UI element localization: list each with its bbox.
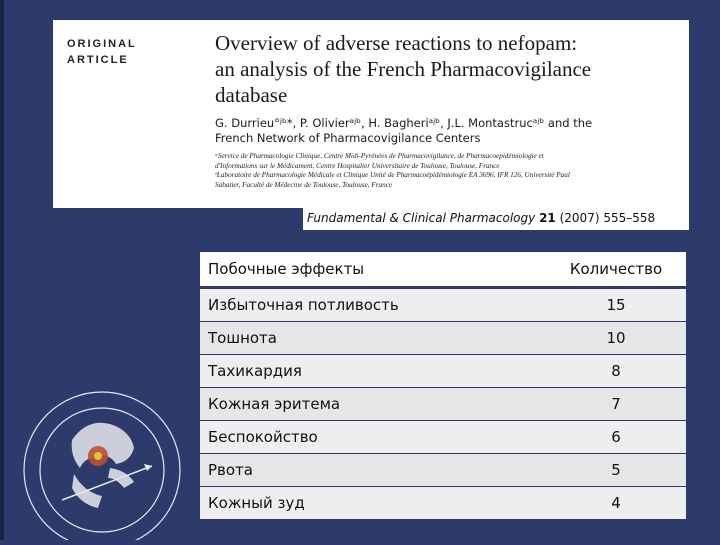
journal-volume: 21 [539,211,556,225]
table-header-row [200,252,686,288]
table-row [200,454,686,487]
journal-citation [303,206,689,230]
article-authors [215,116,685,146]
header-count: Количество [546,252,686,288]
effect-name: Рвота [200,454,546,487]
article-affiliations [215,152,685,190]
table-row [200,487,686,520]
adverse-effects-table [200,252,686,520]
article-title [215,30,675,108]
effect-name: Избыточная потливость [200,288,546,322]
effect-name: Тахикардия [200,355,546,388]
table-row [200,388,686,421]
effect-count: 10 [546,322,686,355]
article-title-line1: Overview of adverse reactions to nefopam: [215,31,578,55]
effect-name: Кожная эритема [200,388,546,421]
affiliation-line3: ᵇLaboratoire de Pharmacologie Médicale et Clinique Unité de Pharmacoépidémiologie EA 3696, IFR 126, Université Paul [215,171,570,179]
affiliation-line1: ᵃService de Pharmacologie Clinique, Centre Midi-Pyrénées de Pharmacovigilance, de Pharmacoepidémiologie et [215,152,544,160]
affiliation-line4: Sabatier, Faculté de Médecine de Toulouse, Toulouse, France [215,180,393,189]
authors-line2: French Network of Pharmacovigilance Centers [215,131,481,145]
effect-name: Тошнота [200,322,546,355]
table-row [200,322,686,355]
effect-count: 8 [546,355,686,388]
effect-count: 15 [546,288,686,322]
effect-count: 5 [546,454,686,487]
article-title-line3: database [215,83,288,107]
society-emblem-graphic [2,390,192,540]
article-type [67,36,137,68]
effect-name: Кожный зуд [200,487,546,520]
affiliation-line2: d'Informations sur le Médicament, Centre Hospitalier Universitaire de Toulouse, Toulouse, France [215,161,500,170]
article-type-line2: ARTICLE [67,54,129,66]
article-title-line2: an analysis of the French Pharmacovigilance [215,57,592,81]
effect-count: 6 [546,421,686,454]
article-type-line1: ORIGINAL [67,38,137,50]
society-emblem-icon [2,390,192,540]
journal-name: Fundamental & Clinical Pharmacology [307,211,536,225]
effect-count: 7 [546,388,686,421]
header-effects: Побочные эффекты [200,252,546,288]
table-row [200,288,686,322]
article-header-image [53,20,689,208]
journal-year-pages: (2007) 555–558 [559,211,656,225]
effect-count: 4 [546,487,686,520]
authors-line1: G. Durrieu°ʲᵇ*, P. Olivierᵃʲᵇ, H. Bagheriᵃʲᵇ, J.L. Montastrucᵃʲᵇ and the [215,116,593,130]
effect-name: Беспокойство [200,421,546,454]
table-row [200,421,686,454]
table-row [200,355,686,388]
